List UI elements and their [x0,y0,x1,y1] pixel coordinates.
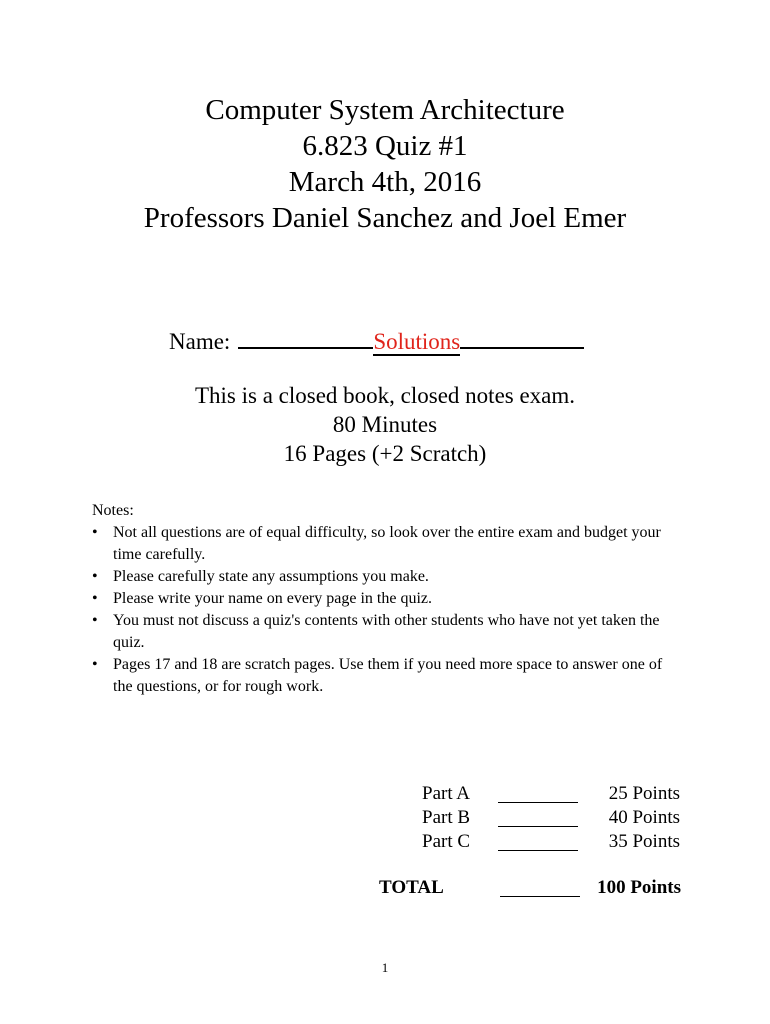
page-number: 1 [381,960,389,975]
total-blank [500,878,580,897]
course-title: Computer System Architecture [205,94,565,126]
total-label: TOTAL [379,877,444,898]
exam-rules: This is a closed book, closed notes exam. [194,383,576,408]
total-points: 100 Points [597,877,681,898]
score-row-part-b [422,806,680,830]
score-row-total [379,876,681,900]
bullet-icon: • [92,612,98,629]
title-block [0,92,770,236]
score-blank [498,832,578,851]
bullet-icon: • [92,590,98,607]
name-blank-right [460,325,584,349]
bullet-icon: • [92,656,98,673]
professors: Professors Daniel Sanchez and Joel Emer [143,202,627,234]
list-item [92,654,665,698]
list-item [92,566,665,588]
note-text: Please carefully state any assumptions you make. [113,568,429,585]
notes-heading: Notes: [92,502,134,519]
exam-duration: 80 Minutes [332,412,438,437]
list-item [92,522,665,566]
list-item [92,588,665,610]
quiz-date: March 4th, 2016 [288,166,482,198]
name-blank-left [238,325,373,349]
bullet-icon: • [92,524,98,541]
exam-pages: 16 Pages (+2 Scratch) [283,441,487,466]
part-points: 40 Points [608,807,680,828]
score-row-part-c [422,830,680,854]
note-text: Please write your name on every page in the quiz. [113,590,432,607]
score-blank [498,808,578,827]
part-label: Part A [422,783,471,804]
score-row-part-a [422,782,680,806]
quiz-title: 6.823 Quiz #1 [302,130,468,162]
list-item [92,610,665,654]
part-label: Part C [422,831,471,852]
name-value: Solutions [373,329,461,354]
part-label: Part B [422,807,471,828]
part-points: 25 Points [608,783,680,804]
name-label: Name: [169,329,231,354]
exam-info [0,381,770,468]
part-points: 35 Points [608,831,680,852]
note-text: You must not discuss a quiz's contents with other students who have not yet taken the quiz. [113,612,660,651]
notes-list [92,522,692,698]
notes-section [92,500,692,698]
score-blank [498,784,578,803]
note-text: Pages 17 and 18 are scratch pages. Use them if you need more space to answer one of the questions, or for rough work. [113,656,663,695]
name-field[interactable] [169,325,584,357]
note-text: Not all questions are of equal difficulty, so look over the entire exam and budget your time carefully. [113,524,661,563]
bullet-icon: • [92,568,98,585]
